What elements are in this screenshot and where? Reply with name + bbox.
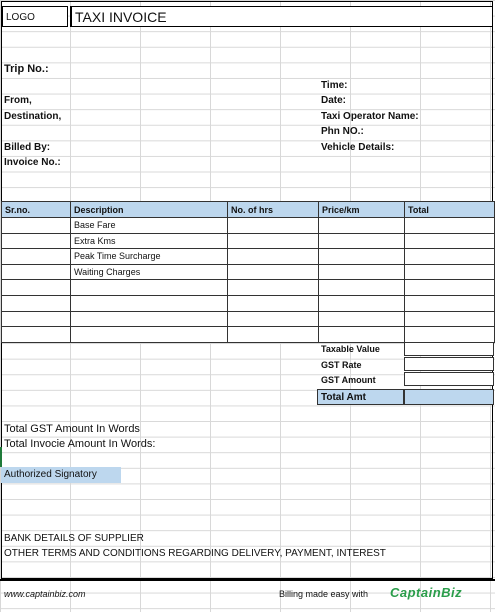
table-cell[interactable]: [405, 295, 495, 311]
table-row: [2, 233, 495, 249]
table-cell[interactable]: [2, 233, 71, 249]
total-amt-label[interactable]: Total Amt: [317, 389, 404, 405]
table-cell[interactable]: [2, 311, 71, 327]
table-cell[interactable]: [2, 327, 71, 343]
table-cell[interactable]: [405, 218, 495, 234]
footer-divider: [0, 579, 495, 581]
bank-details[interactable]: BANK DETAILS OF SUPPLIER: [4, 533, 144, 544]
table-cell[interactable]: [319, 280, 405, 296]
table-header-row: [2, 202, 495, 218]
table-cell[interactable]: Peak Time Surcharge: [71, 249, 228, 265]
table-cell[interactable]: [405, 249, 495, 265]
table-cell[interactable]: [319, 249, 405, 265]
table-cell[interactable]: [71, 327, 228, 343]
logo-cell[interactable]: LOGO: [2, 6, 68, 27]
footer-tagline: Billing made easy with: [279, 589, 369, 599]
table-cell[interactable]: [319, 218, 405, 234]
trip-no-label[interactable]: Trip No.:: [4, 63, 49, 75]
table-row: [2, 327, 495, 343]
table-row: [2, 264, 495, 280]
col-header-description[interactable]: Description: [71, 202, 228, 218]
gst-rate-label[interactable]: GST Rate: [321, 360, 362, 370]
col-header-price[interactable]: Price/km: [319, 202, 405, 218]
table-cell[interactable]: [319, 311, 405, 327]
table-cell[interactable]: [319, 233, 405, 249]
date-label[interactable]: Date:: [321, 95, 347, 106]
table-cell[interactable]: [405, 311, 495, 327]
cell-selection-marker: [0, 447, 2, 467]
table-cell[interactable]: [228, 327, 319, 343]
invoice-title[interactable]: TAXI INVOICE: [70, 6, 493, 27]
table-cell[interactable]: [228, 233, 319, 249]
gst-amount-cell[interactable]: [404, 372, 494, 386]
time-label[interactable]: Time:: [321, 80, 348, 91]
table-row: [2, 218, 495, 234]
table-row: [2, 280, 495, 296]
table-cell[interactable]: [228, 280, 319, 296]
table-cell[interactable]: [71, 280, 228, 296]
col-header-srno[interactable]: Sr.no.: [2, 202, 71, 218]
table-cell[interactable]: [2, 249, 71, 265]
total-amt-cell[interactable]: [404, 389, 494, 405]
authorized-signatory[interactable]: Authorized Signatory: [1, 467, 121, 483]
gst-rate-cell[interactable]: [404, 357, 494, 371]
table-row: [2, 311, 495, 327]
vehicle-label[interactable]: Vehicle Details:: [321, 142, 395, 153]
phone-label[interactable]: Phn NO.:: [321, 126, 364, 137]
table-cell[interactable]: [2, 264, 71, 280]
table-cell[interactable]: Waiting Charges: [71, 264, 228, 280]
table-cell[interactable]: [71, 295, 228, 311]
table-cell[interactable]: [228, 249, 319, 265]
table-cell[interactable]: [228, 295, 319, 311]
terms-and-conditions[interactable]: OTHER TERMS AND CONDITIONS REGARDING DELIVERY, PAYMENT, INTEREST: [4, 548, 386, 559]
destination-label[interactable]: Destination,: [4, 111, 62, 122]
gst-amount-label[interactable]: GST Amount: [321, 375, 376, 385]
invoice-amount-words[interactable]: Total Invocie Amount In Words:: [4, 438, 156, 450]
table-cell[interactable]: [228, 218, 319, 234]
table-cell[interactable]: [319, 327, 405, 343]
billed-by-label[interactable]: Billed By:: [4, 142, 51, 153]
table-cell[interactable]: [405, 327, 495, 343]
table-cell[interactable]: [2, 280, 71, 296]
table-row: [2, 295, 495, 311]
col-header-hours[interactable]: No. of hrs: [228, 202, 319, 218]
table-cell[interactable]: Extra Kms: [71, 233, 228, 249]
table-cell[interactable]: [2, 295, 71, 311]
table-cell[interactable]: [405, 233, 495, 249]
from-label[interactable]: From,: [4, 95, 32, 106]
taxable-value-label[interactable]: Taxable Value: [321, 344, 380, 354]
taxable-value-cell[interactable]: [404, 342, 494, 356]
line-items-table: [1, 201, 495, 343]
table-cell[interactable]: [319, 264, 405, 280]
captainbiz-logo: CaptainBiz: [390, 585, 463, 600]
gst-amount-words[interactable]: Total GST Amount In Words: [4, 423, 140, 435]
table-row: [2, 249, 495, 265]
footer-website[interactable]: www.captainbiz.com: [4, 589, 86, 599]
table-cell[interactable]: [405, 280, 495, 296]
table-cell[interactable]: [228, 264, 319, 280]
operator-label[interactable]: Taxi Operator Name:: [321, 111, 419, 122]
table-cell[interactable]: [2, 218, 71, 234]
col-header-total[interactable]: Total: [405, 202, 495, 218]
table-cell[interactable]: [71, 311, 228, 327]
table-cell[interactable]: [319, 295, 405, 311]
table-cell[interactable]: [405, 264, 495, 280]
table-cell[interactable]: Base Fare: [71, 218, 228, 234]
table-cell[interactable]: [228, 311, 319, 327]
invoice-no-label[interactable]: Invoice No.:: [4, 157, 61, 168]
